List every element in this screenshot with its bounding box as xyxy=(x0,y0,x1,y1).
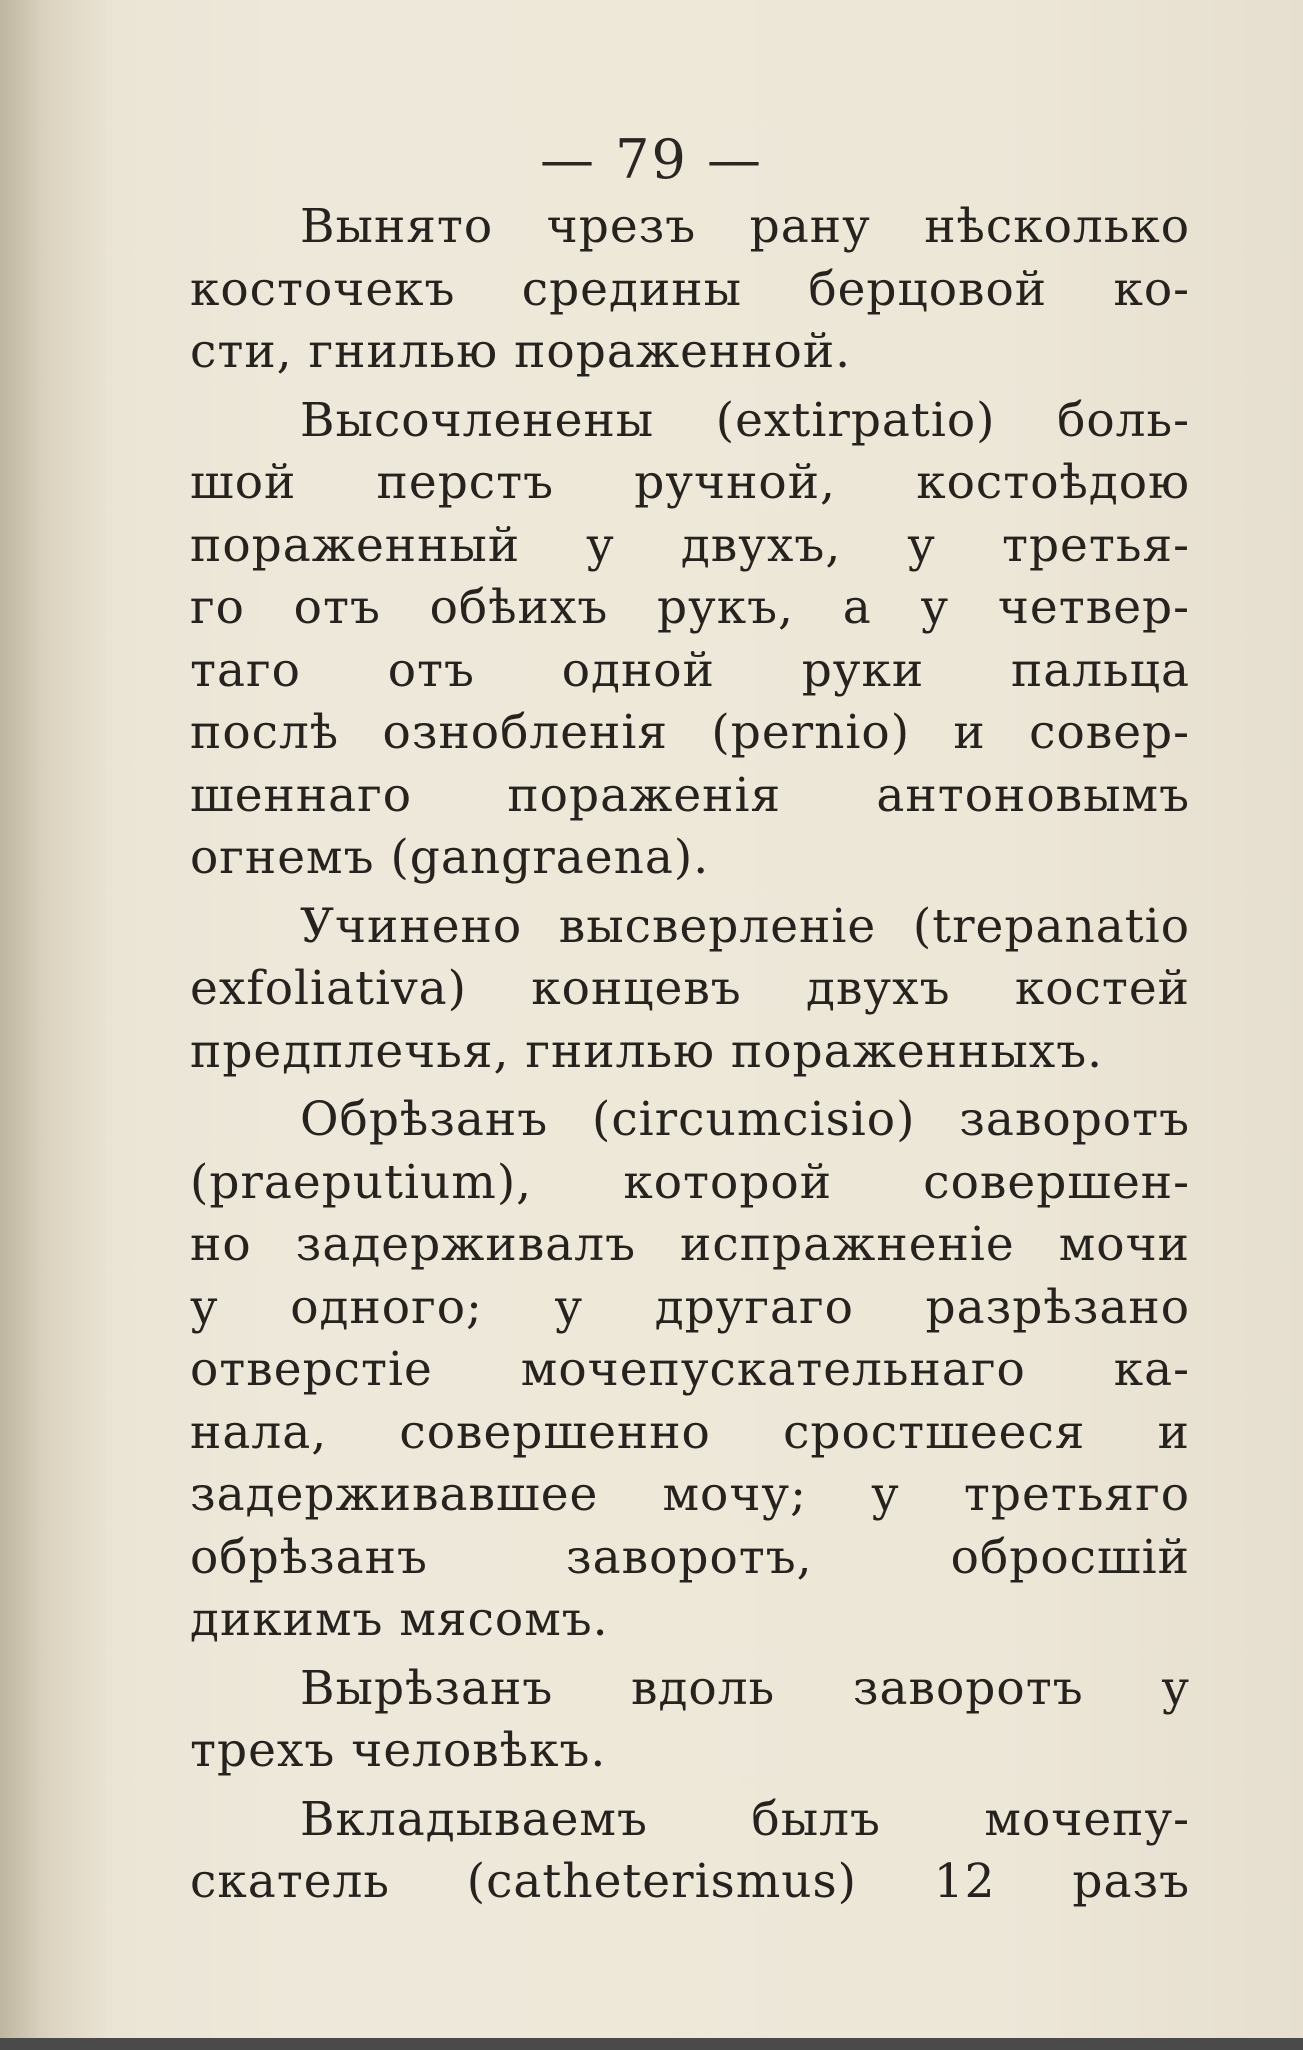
text-line: Учинено высверленіе (trepanatio xyxy=(300,898,1190,954)
text-line: шеннаго пораженія антоновымъ xyxy=(190,767,1190,823)
text-line: Вырѣзанъ вдоль заворотъ у xyxy=(300,1660,1190,1716)
paragraph-4 xyxy=(190,1089,1190,1652)
text-line: Обрѣзанъ (circumcisio) заворотъ xyxy=(300,1092,1190,1147)
text-line: послѣ ознобленія (pernio) и совер- xyxy=(190,705,1190,760)
text-line: скатель (catheterismus) 12 разъ xyxy=(190,1854,1190,1909)
text-line: Вынято чрезъ рану нѣсколько xyxy=(300,199,1190,254)
page-body xyxy=(190,196,1190,1920)
text-line: трехъ человѣкъ. xyxy=(190,1723,607,1778)
paragraph-6 xyxy=(190,1789,1190,1914)
text-line: го отъ обѣихъ рукъ, а у четвер- xyxy=(190,580,1190,635)
text-line: (praeputium), которой совершен- xyxy=(190,1154,1190,1210)
text-line: сти, гнилью пораженной. xyxy=(190,324,852,379)
text-line: шой перстъ ручной, костоѣдою xyxy=(190,455,1190,510)
text-line: Высочленены (extirpatio) боль- xyxy=(300,392,1190,448)
paragraph-5 xyxy=(190,1658,1190,1783)
text-line: Вкладываемъ былъ мочепу- xyxy=(300,1791,1190,1847)
text-line: задерживавшее мочу; у третьяго xyxy=(190,1467,1190,1522)
text-line: косточекъ средины берцовой ко- xyxy=(190,261,1190,317)
text-line: таго отъ одной руки пальца xyxy=(190,642,1190,698)
paragraph-2 xyxy=(190,390,1190,890)
text-line: обрѣзанъ заворотъ, обросшій xyxy=(190,1529,1190,1585)
text-line: дикимъ мясомъ. xyxy=(190,1592,609,1647)
text-line: отверстіе мочепускательнаго ка- xyxy=(190,1342,1190,1397)
text-line: огнемъ (gangraena). xyxy=(190,830,710,885)
text-line: у одного; у другаго разрѣзано xyxy=(190,1279,1190,1335)
text-line: exfoliativa) концевъ двухъ костей xyxy=(190,961,1190,1016)
paragraph-3 xyxy=(190,896,1190,1084)
text-line: предплечья, гнилью пораженныхъ. xyxy=(190,1023,1104,1079)
text-line: нала, совершенно сростшееся и xyxy=(190,1404,1190,1460)
paragraph-1 xyxy=(190,196,1190,384)
text-line: пораженный у двухъ, у третья- xyxy=(190,517,1190,573)
page-number: — 79 — xyxy=(539,128,764,191)
text-line: но задерживалъ испражненіе мочи xyxy=(190,1217,1190,1272)
